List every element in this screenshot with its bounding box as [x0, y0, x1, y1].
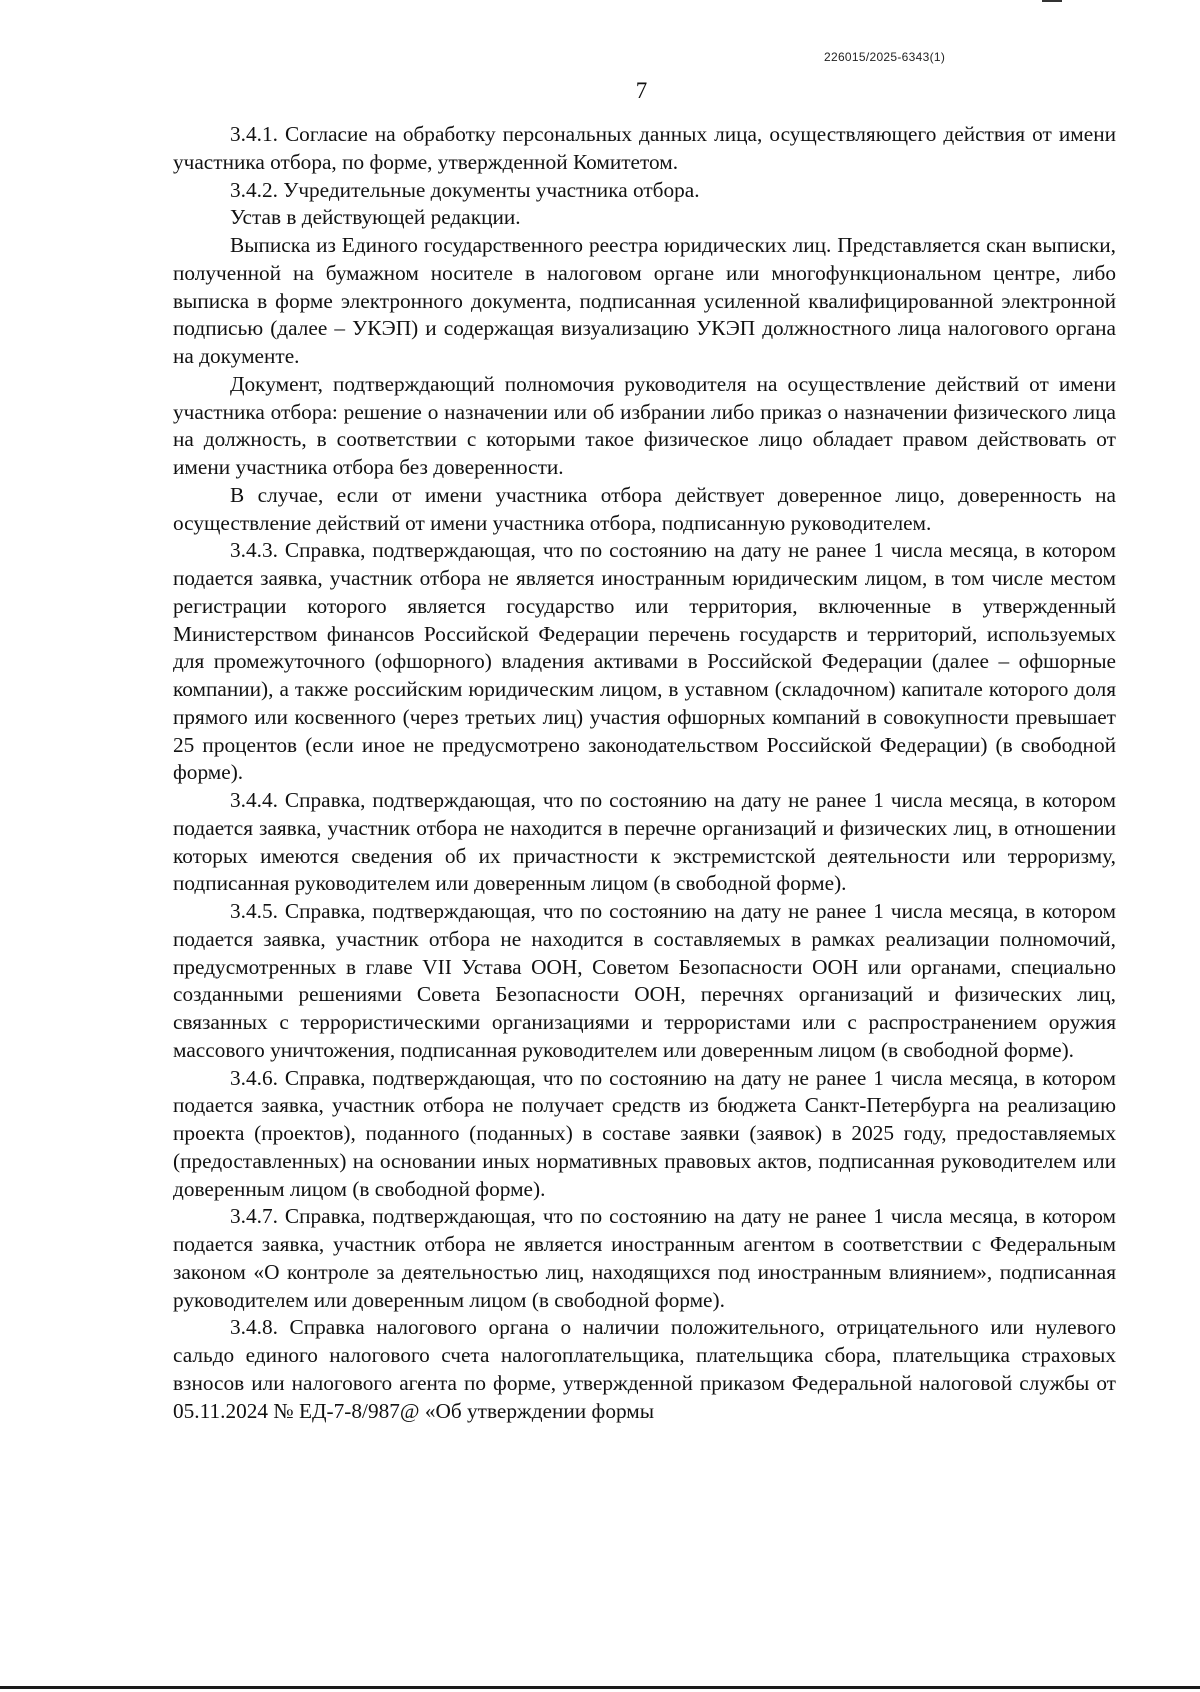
- scan-bottom-edge: [0, 1686, 1200, 1689]
- paragraph-power-of-attorney: В случае, если от имени участника отбора действует доверенное лицо, доверенность на осуществление действий от имени участника отбора, подписанную руководителем.: [173, 482, 1116, 535]
- paragraph-3-4-3: 3.4.3. Справка, подтверждающая, что по состоянию на дату не ранее 1 числа месяца, в котором подается заявка, участник отбора не является иностранным юридическим лицом, в том числе местом регистрации которого является государство или территория, включенные в утвержденный Министерством финансов Российской Федерации перечень государств и территорий, используемых для промежуточного (офшорного) владения активами в Российской Федерации (далее – офшорные компании), а также российским юридическим лицом, в уставном (складочном) капитале которого доля прямого или косвенного (через третьих лиц) участия офшорных компаний в совокупности превышает 25 процентов (если иное не предусмотрено законодательством Российской Федерации) (в свободной форме).: [173, 538, 1116, 785]
- paragraph-3-4-5: 3.4.5. Справка, подтверждающая, что по состоянию на дату не ранее 1 числа месяца, в котором подается заявка, участник отбора не находится в составляемых в рамках реализации полномочий, предусмотренных в главе VII Устава ООН, Советом Безопасности ООН или органами, специально созданными решениями Совета Безопасности ООН, перечнях организаций и физических лиц, связанных с террористическими организациями и террористами или с распространением оружия массового уничтожения, подписанная руководителем или доверенным лицом (в свободной форме).: [173, 899, 1116, 1062]
- paragraph-3-4-8: 3.4.8. Справка налогового органа о наличии положительного, отрицательного или нулевого сальдо единого налогового счета налогоплательщика, плательщика сбора, плательщика страховых взносов или налогового агента по форме, утвержденной приказом Федеральной налоговой службы от 05.11.2024 № ЕД-7-8/987@ «Об утверждении формы: [173, 1315, 1116, 1423]
- scan-edge-mark: [1042, 0, 1062, 2]
- paragraph-3-4-4: 3.4.4. Справка, подтверждающая, что по состоянию на дату не ранее 1 числа месяца, в котором подается заявка, участник отбора не находится в перечне организаций и физических лиц, в отношении которых имеются сведения об их причастности к экстремистской деятельности или терроризму, подписанная руководителем или доверенным лицом (в свободной форме).: [173, 788, 1116, 896]
- paragraph-3-4-6: 3.4.6. Справка, подтверждающая, что по состоянию на дату не ранее 1 числа месяца, в котором подается заявка, участник отбора не получает средств из бюджета Санкт-Петербурга на реализацию проекта (проектов), поданного (поданных) в составе заявки (заявок) в 2025 году, предоставляемых (предоставленных) на основании иных нормативных правовых актов, подписанная руководителем или доверенным лицом (в свободной форме).: [173, 1065, 1116, 1201]
- paragraph-3-4-1: 3.4.1. Согласие на обработку персональных данных лица, осуществляющего действия от имени участника отбора, по форме, утвержденной Комитетом.: [173, 122, 1116, 174]
- paragraph-3-4-7: 3.4.7. Справка, подтверждающая, что по состоянию на дату не ранее 1 числа месяца, в котором подается заявка, участник отбора не является иностранным агентом в соответствии с Федеральным законом «О контроле за деятельностью лиц, находящихся под иностранным влиянием», подписанная руководителем или доверенным лицом (в свободной форме).: [173, 1204, 1116, 1312]
- document-registration-number: 226015/2025-6343(1): [824, 50, 946, 64]
- paragraph-authority-document: Документ, подтверждающий полномочия руководителя на осуществление действий от имени участника отбора: решение о назначении или об избрании либо приказ о назначении физического лица на должность, в соответствии с которыми такое физическое лицо обладает правом действовать от имени участника отбора без доверенности.: [173, 371, 1116, 479]
- paragraph-charter: Устав в действующей редакции.: [230, 205, 521, 230]
- page-number: 7: [635, 78, 648, 103]
- paragraph-egrul-extract: Выписка из Единого государственного реестра юридических лиц. Представляется скан выписки, полученной на бумажном носителе в налоговом органе или многофункциональном центре, либо выписка в форме электронного документа, подписанная усиленной квалифицированной электронной подписью (далее – УКЭП) и содержащая визуализацию УКЭП должностного лица налогового органа на документе.: [173, 233, 1116, 368]
- paragraph-3-4-2: 3.4.2. Учредительные документы участника отбора.: [230, 177, 700, 202]
- document-body: [173, 121, 1116, 1425]
